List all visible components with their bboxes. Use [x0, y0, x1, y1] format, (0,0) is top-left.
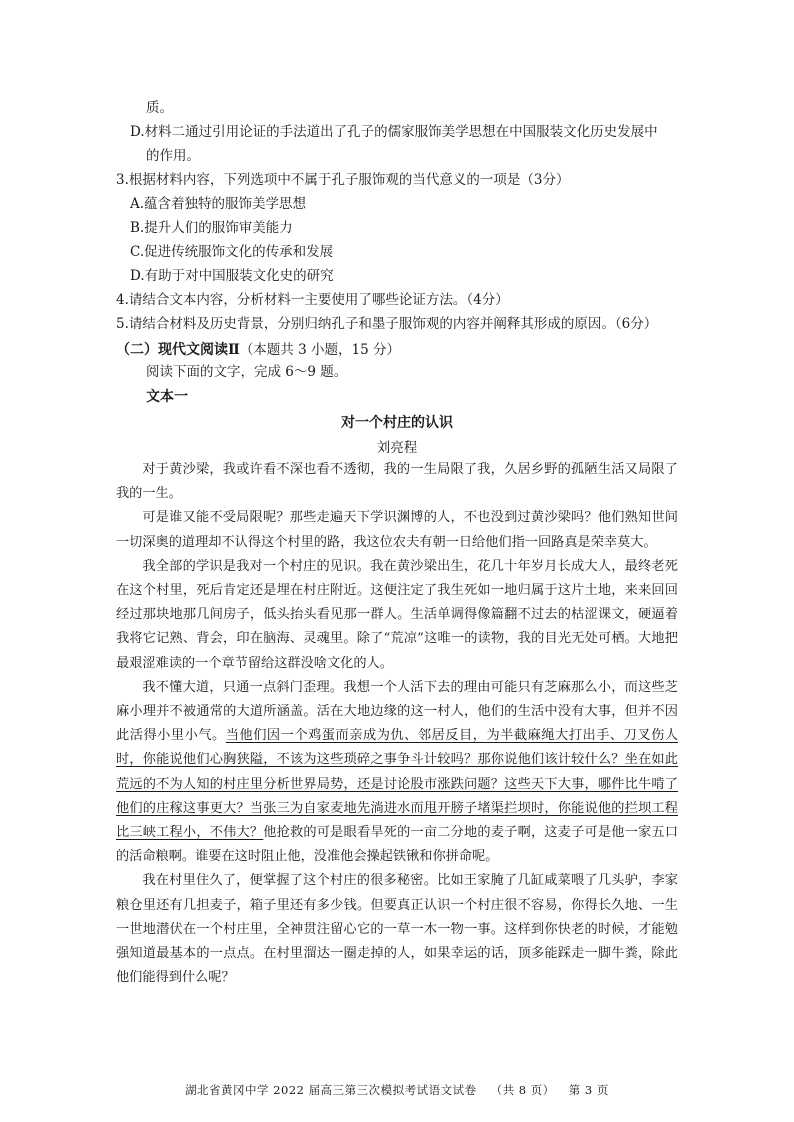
option-d-line-1: D.材料二通过引用论证的手法道出了孔子的儒家服饰美学思想在中国服装文化历史发展中: [130, 124, 658, 140]
footer-total-pages: （共 8 页）: [490, 1083, 555, 1097]
paragraph-3: 我全部的学识是我对一个村庄的见识。我在黄沙梁出生，花几十年岁月长成大人，最终老死在这个村里，死后肯定还是埋在村庄附近。这便注定了我生死如一地归属于这片土地，来来回回经过那块地那几间房子，低头抬头看见那一群人。生活单调得像篇翻不过去的枯涩课文，硬逼着我将它记熟、背会，印在脑海、灵魂里。除了“荒凉”这唯一的读物，我的目光无处可栖。大地把最艰涩难读的一个章节留给这群没啥文化的人。: [116, 558, 678, 671]
article-author: 刘亮程: [376, 440, 418, 456]
question-3-option-d: D.有助于对中国服装文化史的研究: [130, 268, 334, 284]
section-heading-note: （本题共 3 小题，15 分）: [239, 342, 400, 358]
section-heading: [116, 338, 400, 359]
option-d-line-2: 的作用。: [146, 148, 200, 164]
option-d-prev-continuation: 质。: [146, 100, 173, 116]
paragraph-4-underlined: 当他们因一个鸡蛋而亲成为仇、邻居反目，为半截麻绳大打出手、刀叉伤人时，你能说他们心胸狭隘，不该为这些琐碎之事争斗计较吗？那你说他们该计较什么？坐在如此荒远的不为人知的村庄里分析世界局势，还是讨论股市涨跌问题？这些天下大事，哪件比牛啃了他们的庄稼这事更大？当张三为自家麦地先淌进水而甩开膀子堵渠拦坝时，你能说他的拦坝工程比三峡工程小，不伟大？: [116, 728, 679, 841]
page-footer: [0, 1082, 794, 1098]
section-instruction: 阅读下面的文字，完成 6～9 题。: [146, 364, 348, 380]
paragraph-5: 我在村里住久了，便掌握了这个村庄的很多秘密。比如王家腌了几缸咸菜喂了几头驴，李家粮仓里还有几担麦子，箱子里还有多少钱。但要真正认识一个村庄很不容易，你得长久地、一生一世地潜伏在一个村庄里，全神贯注留心它的一草一木一物一事。这样到你快老的时候，才能勉强知道最基本的一点点。在村里溜达一圈走掉的人，如果幸运的话，顶多能踩走一脚牛粪，除此他们能得到什么呢？: [116, 873, 678, 986]
text-label: 文本一: [146, 389, 188, 405]
paragraph-4-part-b: 他抢救的可是眼看旱死的一亩二分地的麦子啊，这麦子可是他一家五口的活命粮啊。谁要在这时阻止他，没准他会操起铁锹和你拼命呢。: [116, 825, 679, 865]
question-3-option-c: C.促进传统服饰文化的传承和发展: [130, 244, 334, 260]
paragraph-4: [116, 676, 678, 870]
question-5: 5.请结合材料及历史背景，分别归纳孔子和墨子服饰观的内容并阐释其形成的原因。（6分）: [116, 316, 658, 332]
paragraph-2: 可是谁又能不受局限呢？那些走遍天下学识渊博的人，不也没到过黄沙梁吗？他们熟知世间一切深奥的道理却不认得这个村里的路，我这位农夫有朝一日给他们指一回路真是荣幸莫大。: [116, 510, 678, 550]
paragraph-1: 对于黄沙梁，我或许看不深也看不透彻，我的一生局限了我，久居乡野的孤陋生活又局限了我的一生。: [116, 462, 678, 502]
article-body: [116, 458, 678, 990]
footer-page-number: 第 3 页: [568, 1083, 609, 1097]
question-3-stem: 3.根据材料内容，下列选项中不属于孔子服饰观的当代意义的一项是（3分）: [116, 172, 570, 188]
section-heading-title: （二）现代文阅读Ⅱ: [116, 342, 240, 358]
question-4: 4.请结合文本内容，分析材料一主要使用了哪些论证方法。（4分）: [116, 292, 509, 308]
article-title: 对一个村庄的认识: [341, 415, 453, 431]
question-3-option-b: B.提升人们的服饰审美能力: [130, 220, 293, 236]
footer-school: 湖北省黄冈中学 2022 届高三第三次模拟考试语文试卷: [185, 1083, 477, 1097]
question-3-option-a: A.蕴含着独特的服饰美学思想: [130, 196, 307, 212]
paragraph-4-part-a: 我不懂大道，只通一点斜门歪理。我想一个人活下去的理由可能只有芝麻那么小，而这些芝麻小理并不被通常的大道所涵盖。活在大地边缘的这一村人，他们的生活中没有大事，但并不因此活得小里小气。: [116, 679, 678, 744]
